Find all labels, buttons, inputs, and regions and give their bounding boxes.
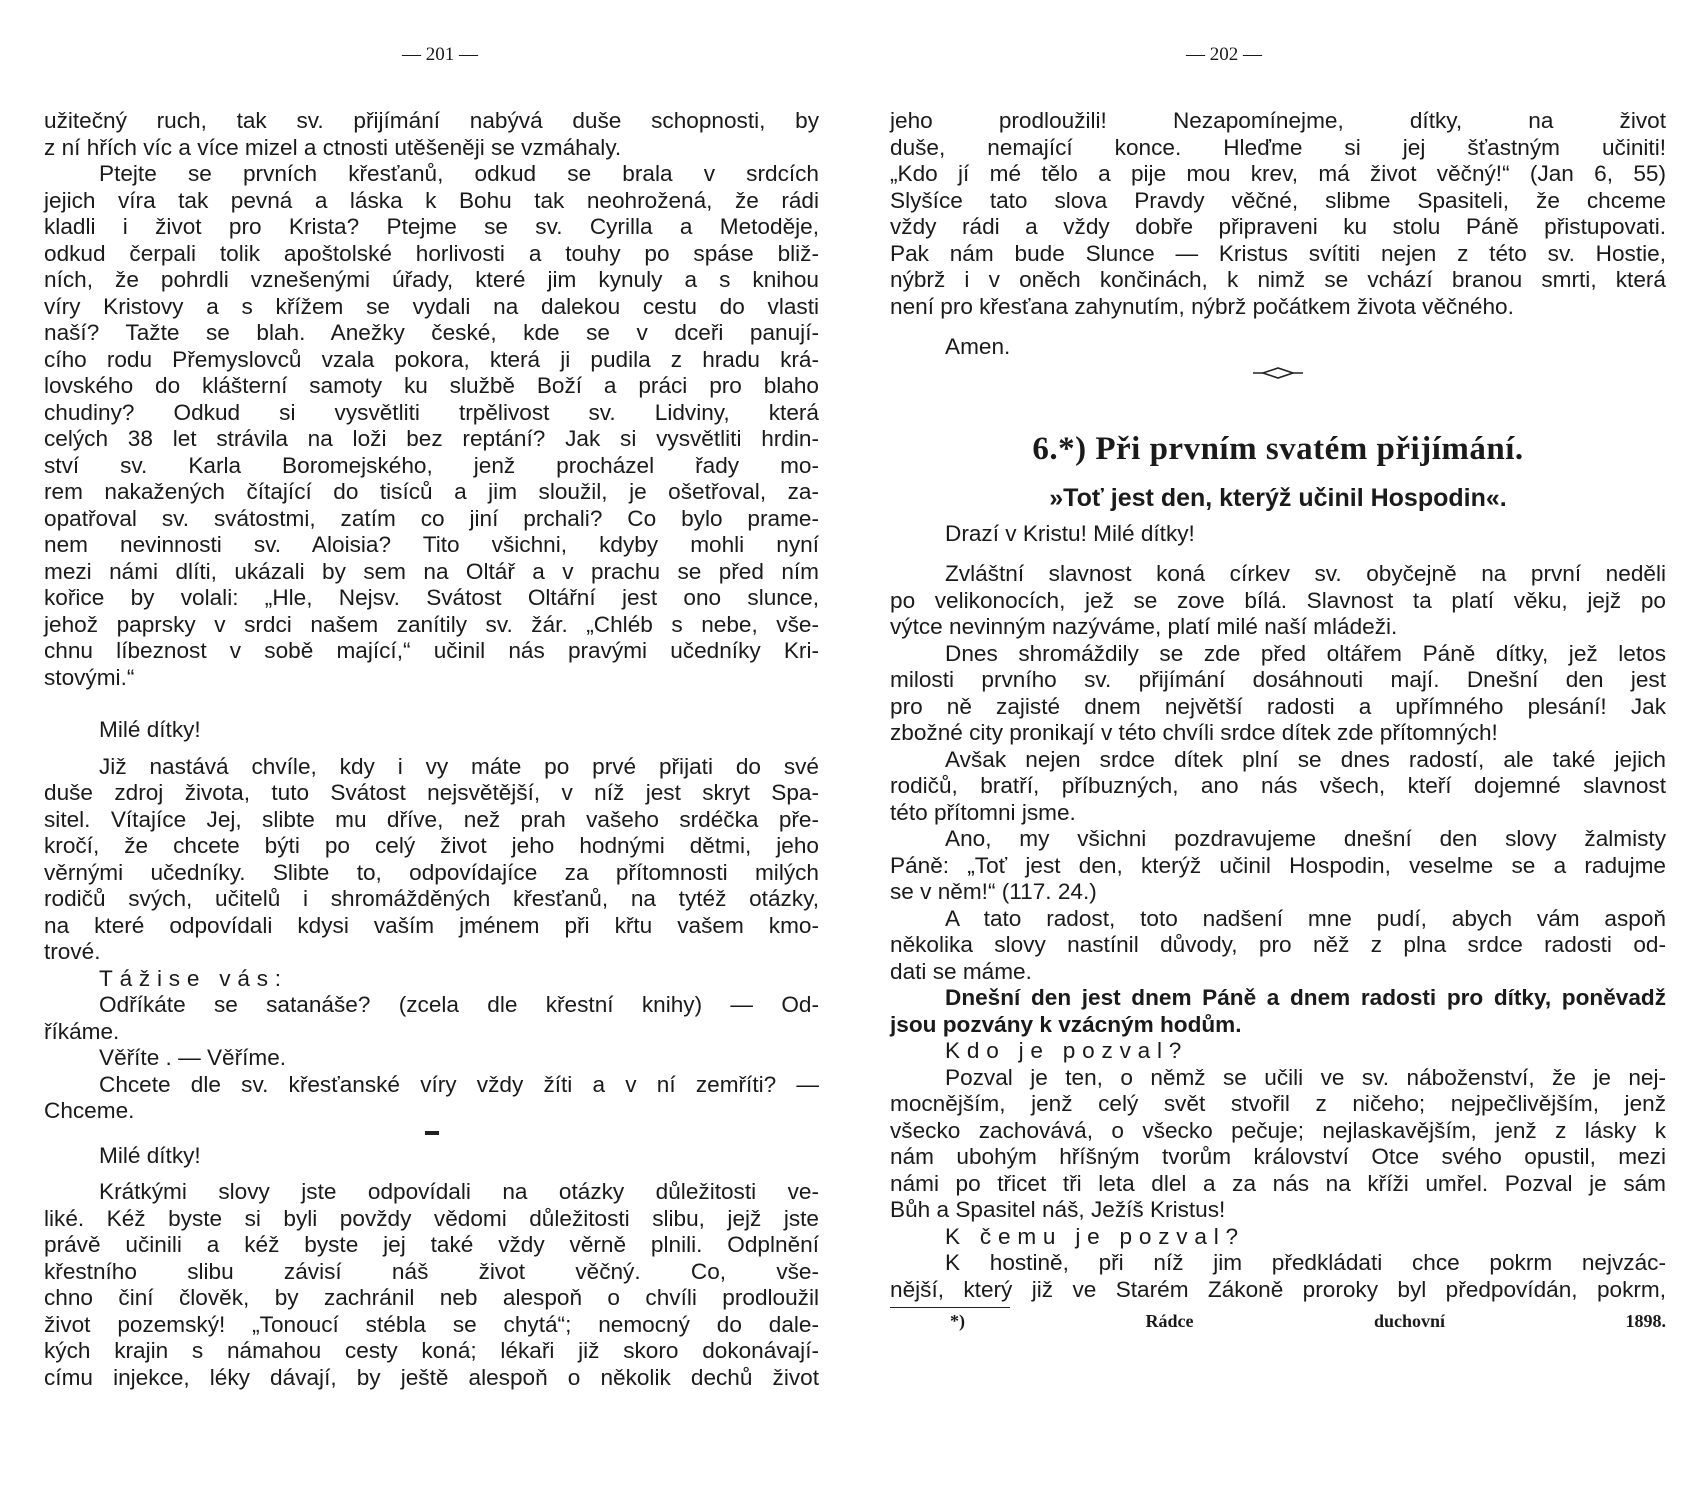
text-line: ních, že pohrdli vznešenými úřady, které jim kynuly a s knihou — [44, 267, 819, 292]
text-line: právě učinili a kéž byste jej také vždy věrně plnili. Odplnění — [44, 1232, 819, 1257]
text-line: odkud čerpali tolik apoštolské horlivosti a touhy po spáse bliž- — [44, 240, 819, 266]
text-line: námi po třicet tři leta dlel a za nás na kříži umřel. Pozval je sám — [890, 1170, 1666, 1196]
text-line: na které odpovídali kdysi vaším jménem při křtu vašem kmo- — [44, 912, 819, 938]
text-line: pro ně zajisté dnem největší radosti a upřímného plesání! Jak — [890, 693, 1666, 719]
text-line: K čemu je pozval? — [945, 1223, 1245, 1249]
text-line: nem nevinnosti sv. Aloisia? Tito všichni, kdyby mohli nyní — [44, 532, 819, 557]
left-text-column — [44, 108, 819, 1391]
text-line: život pozemský! „Tonoucí stébla se chytá“; nemocný do dale- — [44, 1311, 819, 1337]
text-line: Odříkáte se satanáše? (zcela dle křestní knihy) — Od- — [99, 992, 819, 1017]
text-line: „Kdo jí mé tělo a pije mou krev, má život věčný!“ (Jan 6, 55) — [890, 161, 1666, 186]
text-line: opatřoval sv. svátostmi, zatím co jiní prchali? Co bylo prame- — [44, 505, 819, 531]
text-line: duše, nemající konce. Hleďme si jej šťastným učiniti! — [890, 134, 1666, 160]
text-line: mocnějším, jenž celý svět stvořil z ničeho; nejpečlivějším, jenž — [890, 1091, 1666, 1116]
text-line: nější, který již ve Starém Zákoně proroky byl předpovídán, pokrm, — [890, 1276, 1666, 1302]
text-line: Již nastává chvíle, kdy i vy máte po prvé přijati do své — [99, 753, 819, 779]
text-line: Dnes shromáždily se zde před oltářem Páně dítky, jež letos — [945, 640, 1666, 666]
text-line: křestního slibu závisí náš život věčný. Co, vše- — [44, 1258, 819, 1284]
text-line: A tato radost, toto nadšení mne pudí, abych vám aspoň — [945, 905, 1666, 931]
text-line: dati se máme. — [890, 958, 1032, 984]
text-line: Slyšíce tato slova Pravdy věčné, slibme Spasiteli, že chceme — [890, 187, 1666, 213]
text-line: z ní hřích víc a více mizel a ctnosti utěšeněji se vzmáhaly. — [44, 134, 622, 160]
text-line: címu injekce, léky dávají, by ještě alespoň o několik dechů život — [44, 1364, 819, 1390]
text-line: kročí, že chcete býti po celý život jeho hodnými dětmi, jeho — [44, 833, 819, 858]
text-line: Chcete dle sv. křesťanské víry vždy žíti a v ní zemříti? — — [99, 1071, 819, 1097]
text-line: stovými.“ — [44, 664, 135, 690]
text-line: jejich víra tak pevná a láska k Bohu tak neohrožená, že rádi — [44, 187, 819, 213]
text-line: se v něm!“ (117. 24.) — [890, 879, 1097, 904]
sermon-subtitle: »Toť jest den, kterýž učinil Hospodin«. — [1049, 483, 1507, 512]
text-line: duše zdroj života, tuto Svátost nejsvětější, v níž jest skryt Spa- — [44, 780, 819, 805]
text-line: vždy rádi a vždy dobře připraveni ku stolu Páně přistupovati. — [890, 214, 1666, 239]
text-line: celých 38 let strávila na loži bez reptání? Jak si vysvětliti hrdin- — [44, 426, 819, 451]
text-line: všecko zachovává, o všecko pečuje; nejlaskavějším, jenž z lásky k — [890, 1117, 1666, 1143]
text-line: Dnešní den jest dnem Páně a dnem radosti pro dítky, poněvadž — [945, 985, 1666, 1010]
text-line: Zvláštní slavnost koná církev sv. obyčejně na první neděli — [945, 561, 1666, 586]
text-line: Pak nám bude Slunce — Kristus svítiti nejen z této sv. Hostie, — [890, 240, 1666, 266]
text-line: není pro křesťana zahynutím, nýbrž počátkem života věčného. — [890, 293, 1514, 319]
text-line: jsou pozvány k vzácným hodům. — [890, 1011, 1242, 1037]
text-line: sitel. Vítajíce Jej, slibte mu dříve, než prah vašeho srdéčka pře- — [44, 806, 819, 832]
paragraph-gap — [44, 1169, 819, 1179]
text-line: trové. — [44, 939, 101, 964]
text-line: Milé dítky! — [99, 717, 201, 742]
right-page — [854, 0, 1708, 1500]
text-line: Bůh a Spasitel náš, Ježíš Kristus! — [890, 1197, 1226, 1222]
text-line: nýbrž i v oněch končinách, k nimž se vchází branou smrti, která — [890, 267, 1666, 292]
text-line: nám ubohým hříšným tvorům království Otce svého opustil, mezi — [890, 1144, 1666, 1169]
text-line: říkáme. — [44, 1018, 120, 1044]
text-line: Amen. — [945, 334, 1011, 359]
text-line: několika slovy nastínil důvody, pro něž z plna srdce radosti od- — [890, 932, 1666, 957]
paragraph-gap — [890, 547, 1666, 561]
text-line: chudiny? Odkud si vysvětliti trpělivost sv. Lidviny, která — [44, 399, 819, 425]
closing-paragraph — [890, 108, 1666, 361]
text-line: rodičů svých, učitelů i shromážděných křesťanů, na tytéž otázky, — [44, 886, 819, 911]
sermon-body — [890, 521, 1666, 1304]
text-line: zbožné city pronikají v této chvíli srdce dítek zde přítomných! — [890, 720, 1498, 745]
text-line: Páně: „Toť jest den, kterýž učinil Hospodin, veselme se a radujme — [890, 852, 1666, 878]
text-line: Krátkými slovy jste odpovídali na otázky důležitosti ve- — [99, 1179, 819, 1204]
page-number: — 201 — — [402, 44, 478, 65]
text-line: naší? Tažte se blah. Anežky české, kde se v dceři panují- — [44, 320, 819, 345]
paragraph-gap — [44, 691, 819, 717]
text-line: mezi námi dlíti, ukázali by sem na Oltář a v prachu se před ním — [44, 558, 819, 584]
text-line: milosti prvního sv. přijímání dosáhnouti mají. Dnešní den jest — [890, 667, 1666, 692]
text-line: K hostině, při níž jim předkládati chce pokrm nejvzác- — [945, 1250, 1666, 1275]
text-line: Věříte . — Věříme. — [99, 1045, 287, 1070]
text-line: víry Kristovy a s křížem se vydali na dalekou cestu do vlasti — [44, 293, 819, 319]
page-number: — 202 — — [1186, 44, 1262, 65]
text-line: výtce nevinným nazýváme, platí milé naší mládeži. — [890, 614, 1398, 639]
text-line: užitečný ruch, tak sv. přijímání nabývá duše schopnosti, by — [44, 108, 819, 133]
text-line: Chceme. — [44, 1098, 135, 1123]
text-line: rodičů, bratří, příbuzných, ano nás všech, kteří dojemné slavnost — [890, 773, 1666, 798]
text-line: Drazí v Kristu! Milé dítky! — [945, 520, 1195, 546]
text-line: po velikonocích, jež se zove bílá. Slavnost ta platí věku, jejž po — [890, 587, 1666, 613]
text-line: ství sv. Karla Boromejského, jenž procházel řady mo- — [44, 452, 819, 478]
text-line: cího rodu Přemyslovců vzala pokora, která ji pudila z hradu krá- — [44, 346, 819, 372]
right-text-column — [890, 108, 1666, 1334]
sermon-title: 6.*) Při prvním svatém přijímání. — [1032, 430, 1524, 467]
text-line: kladli i život pro Krista? Ptejme se sv. Cyrilla a Metoděje, — [44, 214, 819, 239]
text-line: věrnými učedníky. Slibte to, odpovídajíce za přítomnosti milých — [44, 859, 819, 885]
text-line: chnu líbeznost v sobě mající,“ učinil nás pravými učedníky Kri- — [44, 638, 819, 663]
text-line: jehož paprsky v srdci našem zanítily sv. žár. „Chléb s nebe, vše- — [44, 611, 819, 637]
text-line: Tážise vás: — [99, 965, 288, 991]
text-line: Pozval je ten, o němž se učili ve sv. náboženství, že je nej- — [945, 1064, 1666, 1090]
text-line: liké. Kéž byste si byli povždy vědomi důležitosti slibu, jejž jste — [44, 1205, 819, 1231]
text-line: Avšak nejen srdce dítek plní se dnes radostí, ale také jejich — [945, 746, 1666, 772]
text-line: kých krajin s námahou cesty koná; lékaři již skoro dokonávají- — [44, 1338, 819, 1363]
paragraph-gap — [44, 744, 819, 754]
ornament-divider — [1253, 363, 1303, 383]
text-line: Ano, my všichni pozdravujeme dnešní den slovy žalmisty — [945, 826, 1666, 851]
paragraph-gap — [890, 320, 1666, 334]
footnote: *) Rádce duchovní 1898. — [950, 1311, 1666, 1331]
text-line: rem nakažených čítající do tisíců a jim sloužil, je ošetřoval, za- — [44, 479, 819, 504]
text-line: lovského do klášterní samoty ku službě Boží a práci pro blaho — [44, 373, 819, 398]
text-line: kořice by volali: „Hle, Nejsv. Svátost Oltářní jest ono slunce, — [44, 585, 819, 610]
text-line: jeho prodloužili! Nezapomínejme, dítky, na život — [890, 108, 1666, 133]
section-mark — [425, 1131, 439, 1135]
text-line: této přítomni jsme. — [890, 799, 1076, 825]
text-line: Ptejte se prvních křesťanů, odkud se brala v srdcích — [99, 161, 819, 186]
text-line: Kdo je pozval? — [945, 1038, 1189, 1063]
text-line: Milé dítky! — [99, 1142, 201, 1168]
text-line: chno činí člověk, by zachránil neb alespoň o chvíli prodloužil — [44, 1285, 819, 1310]
